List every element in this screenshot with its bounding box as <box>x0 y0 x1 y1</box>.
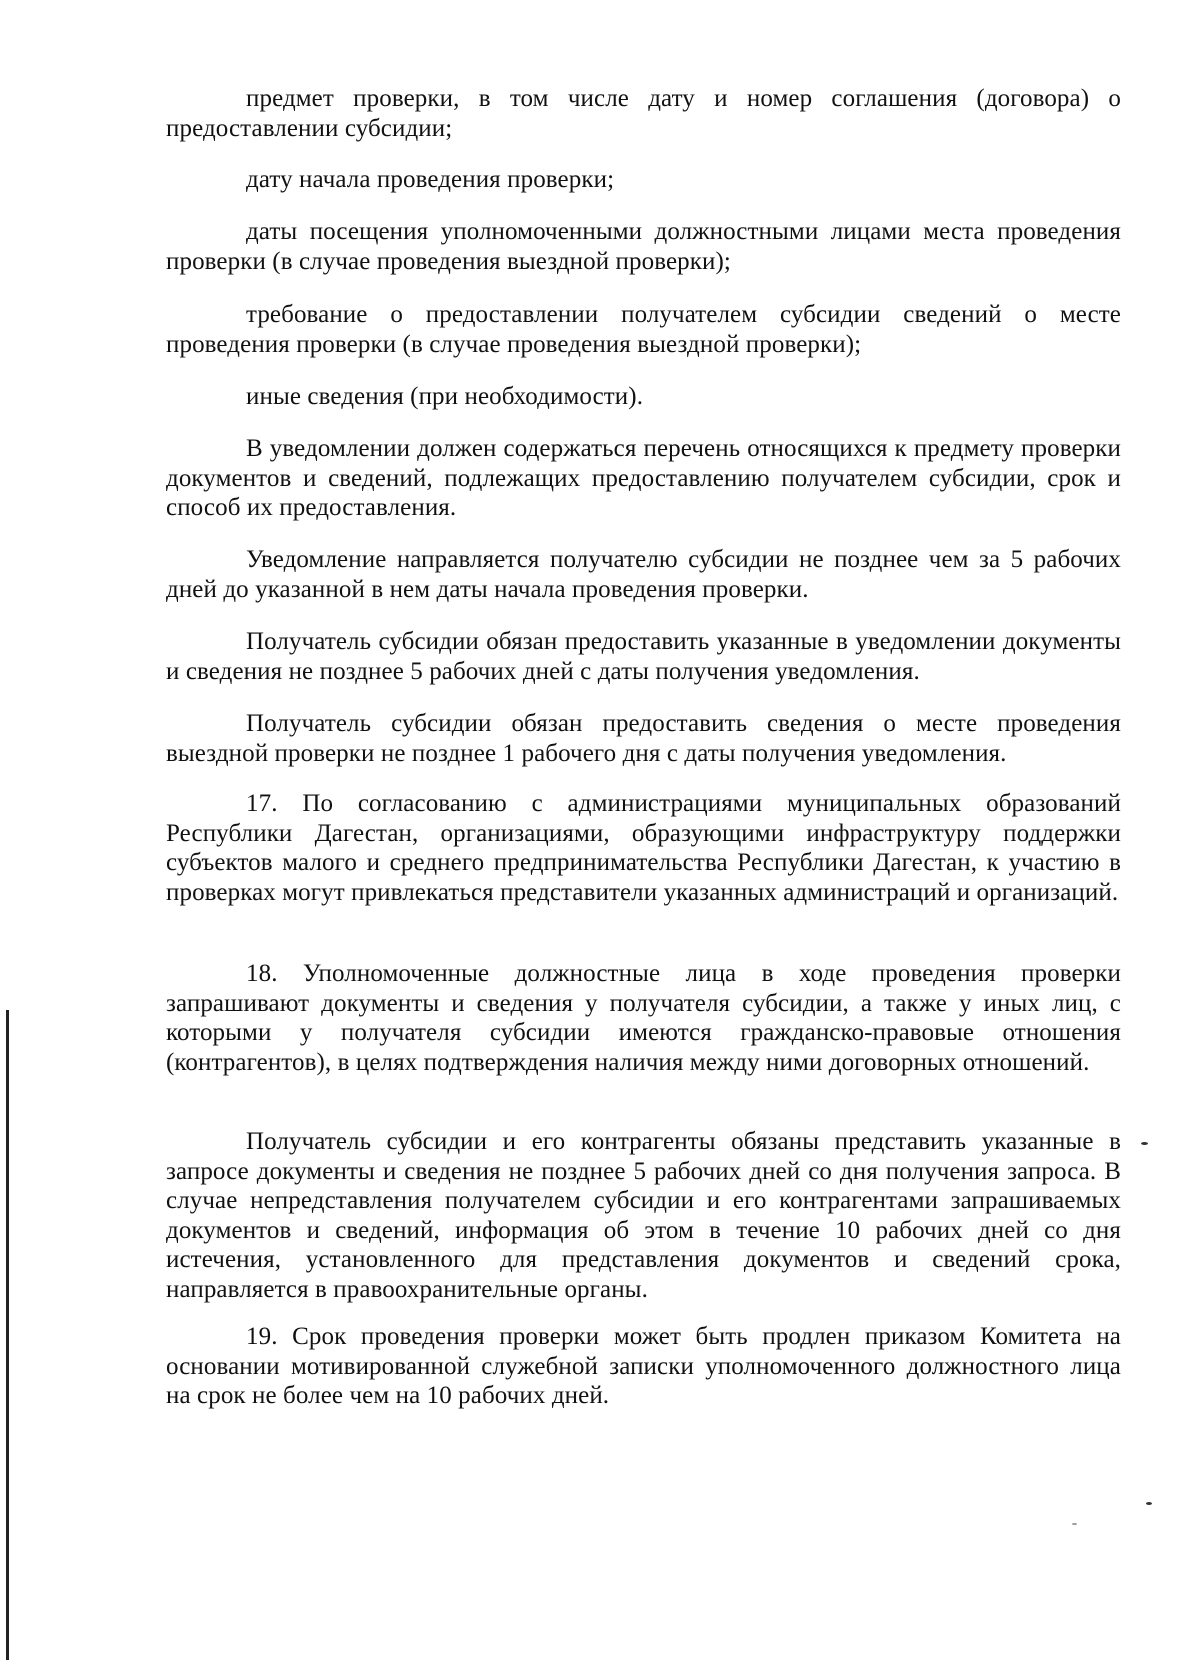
paragraph-inspection-subject: предмет проверки, в том числе дату и номер соглашения (договора) о предоставлении субсидии; <box>166 85 1121 142</box>
paragraph-location-request: требование о предоставлении получателем субсидии сведений о месте проведения проверки (в случае проведения выездной проверки); <box>166 301 1121 358</box>
paragraph-item-19: 19. Срок проведения проверки может быть продлен приказом Комитета на основании мотивированной служебной записки уполномоченного должностного лица на срок не более чем на 10 рабочих дней. <box>166 1323 1121 1409</box>
scan-edge-mark <box>6 1010 9 1660</box>
paragraph-other-info: иные сведения (при необходимости). <box>246 383 644 410</box>
paragraph-documents-deadline: Получатель субсидии обязан предоставить указанные в уведомлении документы и сведения не позднее 5 рабочих дней с даты получения уведомления. <box>166 628 1121 685</box>
scan-speck <box>1146 1502 1152 1505</box>
paragraph-location-deadline: Получатель субсидии обязан предоставить сведения о месте проведения выездной проверки не позднее 1 рабочего дня с даты получения уведомления. <box>166 710 1121 767</box>
paragraph-item-18: 18. Уполномоченные должностные лица в ходе проведения проверки запрашивают документы и сведения у получателя субсидии, а также у иных лиц, с которыми у получателя субсидии имеются гражданско-правовые отношения (контрагентов), в целях подтверждения наличия между ними договорных отношений. <box>166 960 1121 1076</box>
paragraph-notice-contents: В уведомлении должен содержаться перечень относящихся к предмету проверки документов и сведений, подлежащих предоставлению получателем субсидии, срок и способ их предоставления. <box>166 435 1121 521</box>
paragraph-notice-deadline: Уведомление направляется получателю субсидии не позднее чем за 5 рабочих дней до указанной в нем даты начала проведения проверки. <box>166 546 1121 603</box>
paragraph-visit-dates: даты посещения уполномоченными должностными лицами места проведения проверки (в случае проведения выездной проверки); <box>166 218 1121 275</box>
scan-speck <box>1141 1142 1148 1145</box>
paragraph-counterparties: Получатель субсидии и его контрагенты обязаны представить указанные в запросе документы и сведения не позднее 5 рабочих дней со дня получения запроса. В случае непредставления получателем субсидии и его контрагентами запрашиваемых документов и сведений, информация об этом в течение 10 рабочих дней со дня истечения, установленного для представления документов и сведений срока, направляется в правоохранительные органы. <box>166 1128 1121 1303</box>
paragraph-item-17: 17. По согласованию с администрациями муниципальных образований Республики Дагестан, организациями, образующими инфраструктуру поддержки субъектов малого и среднего предпринимательства Республики Дагестан, к участию в проверках могут привлекаться представители указанных администраций и организаций. <box>166 790 1121 906</box>
scan-speck <box>1072 1523 1077 1525</box>
paragraph-start-date: дату начала проведения проверки; <box>246 166 615 193</box>
